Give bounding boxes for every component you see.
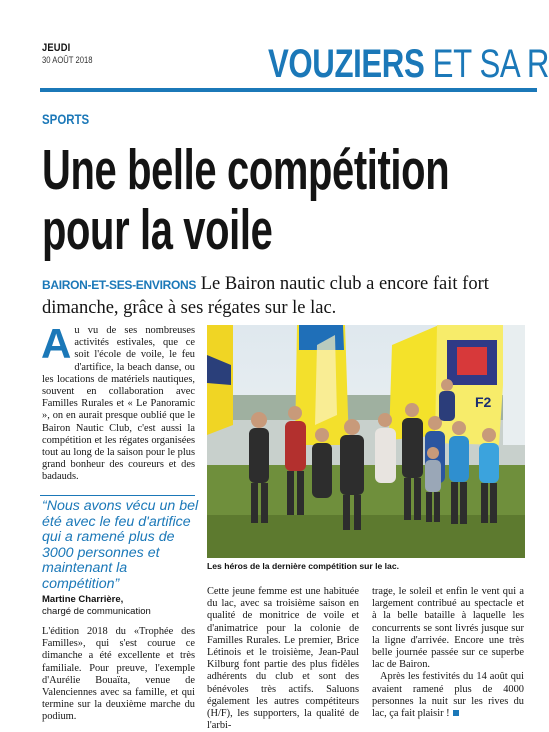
headline-line-2: pour la voile	[42, 198, 273, 262]
body-column-3-paragraph-1: trage, le soleil et enfin le vent qui a largement contribué au spectacle et à la belle bataille à laquelle les concurrents se sont livrés jusque sur la ligne d'arrivée. Encore une très belle journée passée sur ce superbe lac de Bairon.	[372, 586, 524, 671]
issue-day: JEUDI	[42, 42, 71, 54]
body-column-1	[41, 320, 195, 484]
issue-date: 30 AOÛT 2018	[42, 55, 93, 65]
photo-caption: Les héros de la dernière compétition sur le lac.	[207, 561, 399, 571]
article-photo	[207, 325, 525, 558]
headline	[42, 140, 490, 260]
body-column-3	[372, 586, 524, 720]
section-title-light: ET SA R	[432, 42, 549, 86]
quote-divider	[40, 495, 195, 496]
body-column-2: Cette jeune femme est une habituée du lac, avec sa troisième saison en qualité de monitrice de voile et d'animatrice pour la colonie de Familles Rurales. Le premier, Brice Létinois et le troisième, Jean-Paul Kilburg font partie des plus fidèles adhérents du club et sont des bénévoles très actifs. Saluons également les autres compétiteurs (H/F), les supporters, la qualité de l'arbi-	[207, 586, 359, 732]
drop-cap: A	[41, 320, 72, 367]
sail-number: F2	[475, 394, 492, 410]
body-column-3-paragraph-2	[372, 671, 524, 720]
masthead-rule	[40, 88, 537, 92]
pull-quote: “Nous avons vécu un bel été avec le feu d'artifice qui a ramené plus de 3000 personnes et maintenant la compétition”	[42, 498, 199, 592]
body-column-3-paragraph-2-text: Après les festivités du 14 août qui avaient ramené plus de 4000 personnes la nuit sur les rives du lac, ça fait plaisir !	[372, 671, 524, 720]
article-kicker: SPORTS	[42, 111, 90, 127]
section-title	[268, 40, 549, 88]
body-column-1-continued: L'édition 2018 du «Trophée des Familles», qui s'est courue ce dimanche a été excellente et très familiale. Pour preuve, l'exemple d'Aurélie Bouaïta, venue de Valenciennes avec sa famille, et qui termine sur la deuxième marche du podium.	[42, 626, 195, 723]
deck-text: Le Bairon nautic club a encore fait fort dimanche, grâce à ses régates sur le lac.	[42, 274, 489, 318]
quote-author-role: chargé de communication	[42, 606, 151, 617]
quote-author: Martine Charrière,	[42, 594, 124, 605]
end-mark-icon	[453, 710, 459, 716]
sailing-group-photo	[207, 325, 525, 558]
headline-line-1: Une belle compétition	[42, 138, 450, 202]
article-deck	[42, 273, 522, 320]
dateline-location: BAIRON-ET-SES-ENVIRONS	[42, 278, 197, 292]
section-title-bold: VOUZIERS	[268, 42, 425, 86]
body-column-1-text: u vu de ses nombreuses activités estivales, que ce soit l'école de voile, le feu d'artifice, la beach danse, ou les locations de matériels nautiques, souvent en collaboration avec Familles Rurales et « Le Panoramic », on en aurait presque oublié que le Bairon Nautic Club, c'est aussi la compétition et les régates organisées tout au long de la saison pour le plus grand bonheur des coureurs et des badauds.	[42, 325, 195, 483]
